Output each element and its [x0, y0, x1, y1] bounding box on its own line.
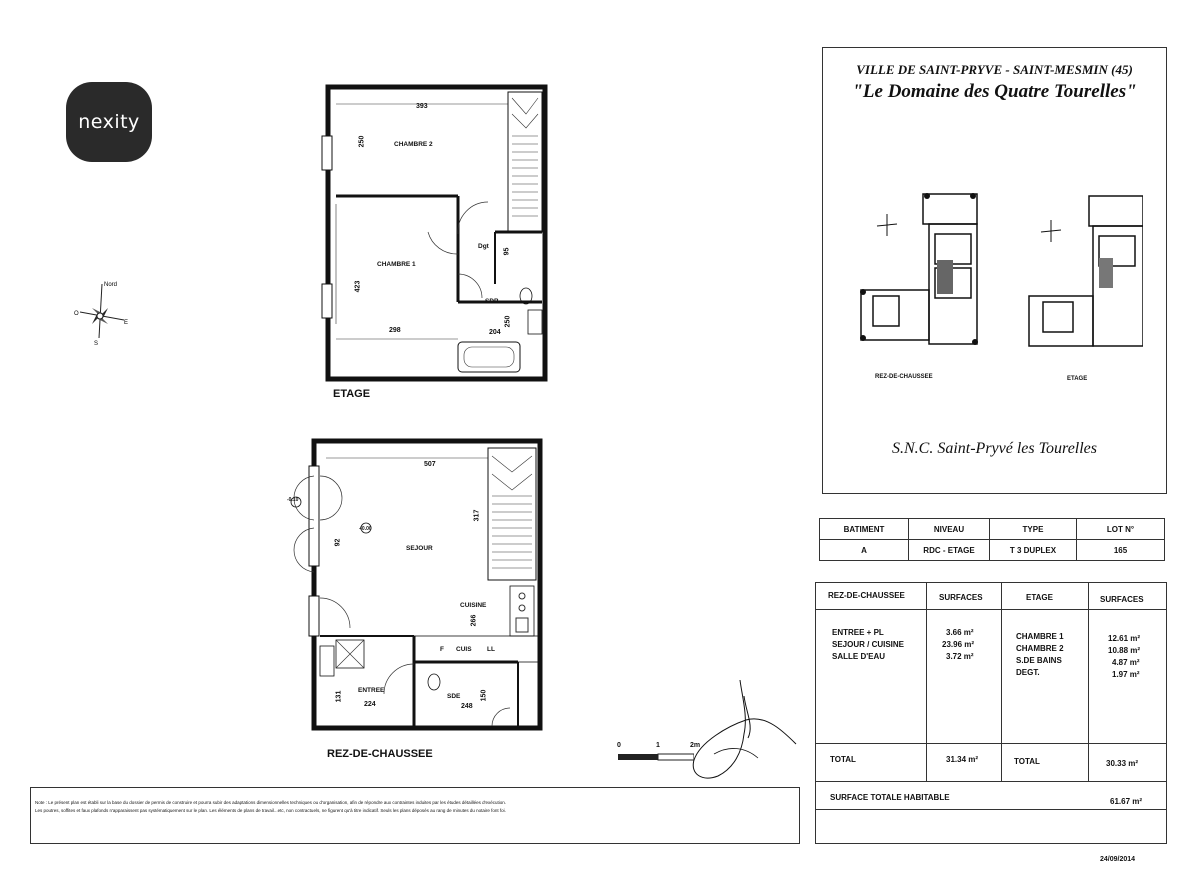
- label-ll: LL: [487, 646, 495, 653]
- room-cuisine: CUISINE: [460, 602, 487, 609]
- room-chambre-2: CHAMBRE 2: [394, 141, 433, 148]
- lot-value-batiment: A: [820, 540, 909, 561]
- etage-room-3: S.DE BAINS: [1016, 656, 1062, 665]
- dim-248: 248: [461, 703, 473, 710]
- surfaces-table: [815, 582, 1167, 844]
- compass-north: Nord: [104, 282, 118, 288]
- dim-95: 95: [503, 247, 511, 256]
- lot-table: [819, 518, 1165, 561]
- room-chambre-1: CHAMBRE 1: [377, 261, 416, 268]
- room-entree: ENTREE: [358, 687, 385, 694]
- etage-room-2: CHAMBRE 2: [1016, 644, 1064, 653]
- sth-label: SURFACE TOTALE HABITABLE: [830, 793, 950, 802]
- scale-2: 2m: [690, 742, 701, 749]
- map-label-rdc: REZ-DE-CHAUSSEE: [875, 374, 933, 380]
- rdc-label: REZ-DE-CHAUSSEE: [327, 748, 433, 760]
- dim-224: 224: [364, 701, 376, 708]
- title-block: [822, 47, 1167, 494]
- lot-value-type: T 3 DUPLEX: [990, 540, 1077, 561]
- lot-header-batiment: BATIMENT: [820, 519, 909, 540]
- document-date: 24/09/2014: [1100, 856, 1136, 863]
- compass-south: S: [94, 341, 99, 346]
- label-cuis: CUIS: [456, 646, 472, 653]
- surf-header-surfaces1: SURFACES: [939, 593, 983, 602]
- rdc-value-2: 23.96 m²: [942, 640, 975, 649]
- total-label-rdc: TOTAL: [830, 755, 856, 764]
- etage-value-1: 12.61 m²: [1108, 634, 1141, 643]
- dim-507: 507: [424, 461, 436, 468]
- dim-423: 423: [354, 280, 362, 293]
- note-line-2: Les poutres, soffites et faux plafonds n'apparaissent pas systématiquement sur le plan. Les éléments de plans de travail...etc, non contractuels, ne figurent qu'à titre indicatif. Seuls les plans déposés au rang de minutes du notaire font foi.: [35, 808, 506, 813]
- dim-250-sdb: 250: [504, 315, 512, 328]
- dim-204: 204: [489, 329, 501, 336]
- etage-label: ETAGE: [333, 388, 371, 400]
- rdc-floor-plan: [280, 436, 550, 736]
- title-line1: VILLE DE SAINT-PRYVE - SAINT-MESMIN (45): [856, 62, 1133, 77]
- surf-header-surfaces2: SURFACES: [1100, 595, 1144, 604]
- note-line-1: Note : Le présent plan est établi sur la base du dossier de permis de construire et pourra subir des adaptations dimensionnelles techniques ou d'organisation, afin de répondre aux contraintes induites par les études détaillées d'exécution.: [35, 800, 507, 805]
- label-f: F: [440, 646, 444, 653]
- etage-room-4: DEGT.: [1016, 668, 1040, 677]
- compass-east: E: [124, 320, 129, 326]
- signature: [684, 676, 800, 786]
- etage-value-3: 4.87 m²: [1112, 658, 1140, 667]
- dim-266: 266: [470, 614, 478, 627]
- lot-header-type: TYPE: [990, 519, 1077, 540]
- level-marker-1: -0.10: [287, 497, 299, 503]
- lot-value-niveau: RDC - ETAGE: [909, 540, 990, 561]
- dim-92: 92: [334, 538, 342, 547]
- lot-header-lot: LOT N°: [1077, 519, 1165, 540]
- room-sdb: SDB: [485, 298, 499, 305]
- dim-393: 393: [416, 103, 428, 110]
- room-dgt: Dgt: [478, 243, 489, 250]
- rdc-value-3: 3.72 m²: [946, 652, 974, 661]
- rdc-value-1: 3.66 m²: [946, 628, 974, 637]
- site-map: [853, 188, 1143, 358]
- compass-west: O: [74, 311, 79, 317]
- etage-floor-plan: [290, 84, 560, 384]
- dim-298: 298: [389, 327, 401, 334]
- scale-0: 0: [617, 742, 621, 749]
- rdc-room-1: ENTREE + PL: [832, 628, 884, 637]
- rdc-room-2: SEJOUR / CUISINE: [832, 640, 905, 649]
- surf-header-etage: ETAGE: [1026, 593, 1053, 602]
- company-name: S.N.C. Saint-Pryvé les Tourelles: [891, 440, 1098, 457]
- compass-icon: [72, 276, 136, 346]
- sth-value: 61.67 m²: [1110, 797, 1143, 806]
- rdc-room-3: SALLE D'EAU: [832, 652, 886, 661]
- dim-150: 150: [480, 689, 488, 702]
- scale-1: 1: [656, 742, 660, 749]
- nexity-logo: nexity: [66, 82, 152, 162]
- total-value-etage: 30.33 m²: [1106, 759, 1139, 768]
- lot-value-lot: 165: [1077, 540, 1165, 561]
- legal-note: [30, 787, 800, 844]
- lot-header-niveau: NIVEAU: [909, 519, 990, 540]
- dim-131: 131: [335, 690, 343, 703]
- dim-250: 250: [358, 135, 366, 148]
- level-marker-2: +0.00: [359, 526, 372, 532]
- scale-bar: [614, 740, 694, 770]
- etage-value-4: 1.97 m²: [1112, 670, 1140, 679]
- dim-317: 317: [473, 509, 481, 522]
- map-label-etage: ETAGE: [1067, 376, 1088, 382]
- surf-header-rdc: REZ-DE-CHAUSSEE: [828, 591, 905, 600]
- title-line2: "Le Domaine des Quatre Tourelles": [852, 81, 1137, 102]
- etage-value-2: 10.88 m²: [1108, 646, 1141, 655]
- room-sde: SDE: [447, 693, 461, 700]
- room-sejour: SEJOUR: [406, 545, 433, 552]
- etage-room-1: CHAMBRE 1: [1016, 632, 1064, 641]
- total-label-etage: TOTAL: [1014, 757, 1040, 766]
- total-value-rdc: 31.34 m²: [946, 755, 979, 764]
